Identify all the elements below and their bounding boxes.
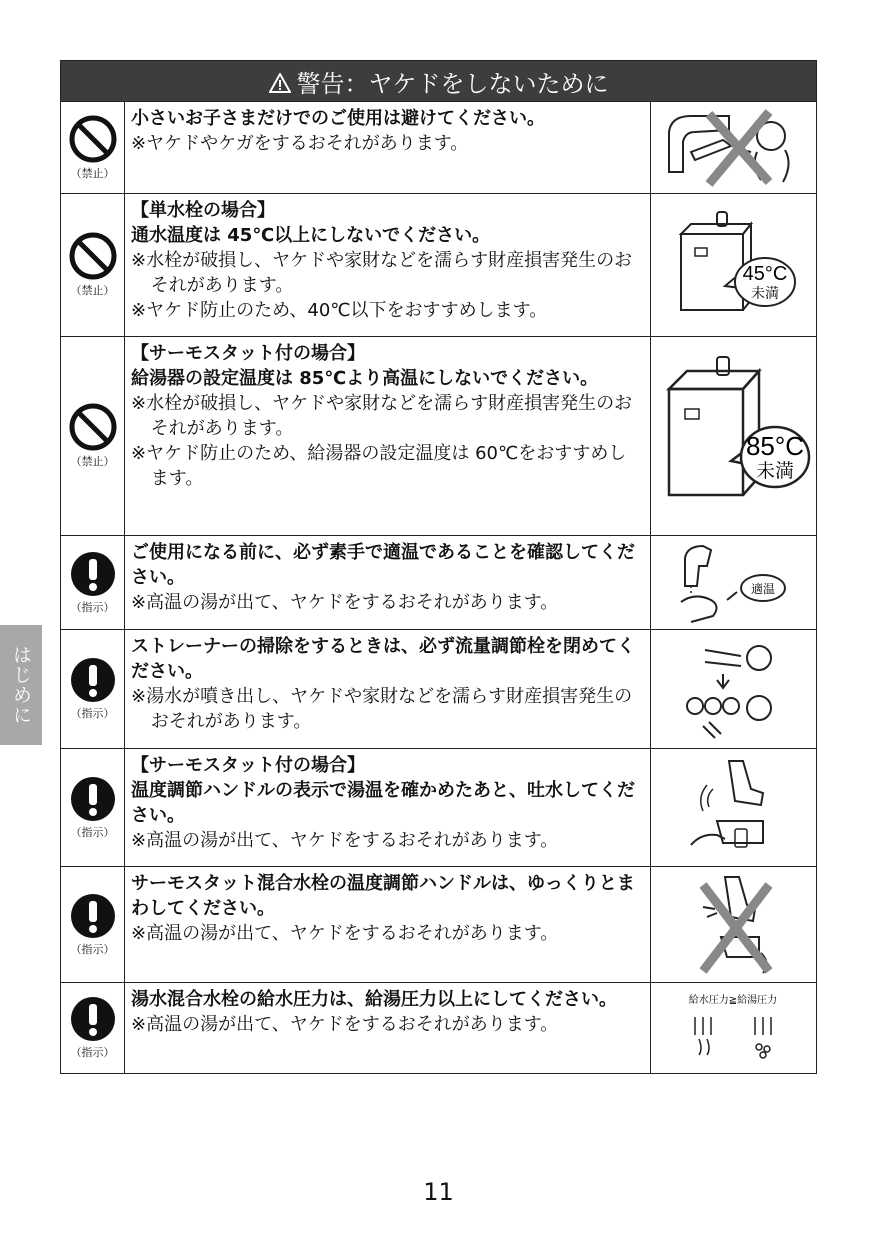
child-faucet-illustration [651, 102, 815, 194]
warning-instruction: 湯水混合水栓の給水圧力は、給湯圧力以上にしてください。 [131, 989, 617, 1010]
warning-row [61, 536, 817, 630]
strainer-cleaning-illustration [651, 630, 815, 749]
warning-row [61, 749, 817, 867]
warning-table [60, 60, 817, 1074]
warning-note: ※ヤケドやケガをするおそれがあります。 [131, 133, 469, 154]
warning-instruction: ご使用になる前に、必ず素手で適温であることを確認してください。 [131, 542, 635, 588]
warning-note: ※水栓が破損し、ヤケドや家財などを濡らす財産損害発生のおそれがあります。 [131, 250, 633, 296]
temp-limit-suffix: 未満 [751, 286, 779, 302]
temp-limit-label: 85°C [745, 431, 805, 461]
temp-limit-suffix: 未満 [755, 460, 795, 482]
warning-row [61, 102, 817, 194]
warning-instruction: 給湯器の設定温度は 85℃より高温にしないでください。 [131, 368, 599, 389]
warning-note: ※高温の湯が出て、ヤケドをするおそれがあります。 [131, 923, 559, 944]
warning-note: ※高温の湯が出て、ヤケドをするおそれがあります。 [131, 830, 559, 851]
water-heater-illustration [651, 194, 815, 337]
exclamation-icon [70, 657, 116, 703]
warning-header [61, 61, 817, 102]
warning-condition: 【単水栓の場合】 [131, 200, 275, 221]
pressure-comparison-illustration [651, 983, 815, 1074]
page-number: 11 [423, 1178, 454, 1206]
warning-instruction: 温度調節ハンドルの表示で湯温を確かめたあと、吐水してください。 [131, 780, 635, 826]
thermostat-handle-illustration [651, 749, 815, 867]
exclamation-icon [70, 551, 116, 597]
instruct-label: （指示） [70, 1046, 115, 1059]
warning-instruction: 通水温度は 45℃以上にしないでください。 [131, 225, 491, 246]
warning-row [61, 194, 817, 337]
pressure-comparison-label: 給水圧力≧給湯圧力 [688, 995, 778, 1006]
warning-title: 警告：ヤケドをしないために [296, 69, 609, 98]
warning-note: ※高温の湯が出て、ヤケドをするおそれがあります。 [131, 592, 559, 613]
warning-instruction: ストレーナーの掃除をするときは、必ず流量調節栓を閉めてください。 [131, 636, 635, 682]
water-heater-illustration [651, 337, 815, 536]
warning-row [61, 630, 817, 749]
instruct-label: （指示） [70, 707, 115, 720]
proper-temp-label: 適温 [750, 582, 776, 596]
warning-condition: 【サーモスタット付の場合】 [131, 755, 365, 776]
temp-limit-label: 45°C [742, 263, 788, 285]
warning-note: ※湯水が噴き出し、ヤケドや家財などを濡らす財産損害発生のおそれがあります。 [131, 686, 633, 732]
prohibit-label: （禁止） [70, 166, 115, 180]
instruct-label: （指示） [70, 942, 115, 956]
prohibit-label: （禁止） [70, 284, 115, 297]
exclamation-icon [70, 776, 116, 822]
section-side-tab: はじめに [0, 625, 42, 745]
warning-instruction: サーモスタット混合水栓の温度調節ハンドルは、ゆっくりとまわしてください。 [131, 873, 635, 919]
prohibit-label: （禁止） [70, 455, 115, 468]
warning-instruction: 小さいお子さまだけでのご使用は避けてください。 [131, 108, 545, 129]
prohibit-icon [69, 232, 117, 280]
quick-turn-prohibited-illustration [651, 867, 815, 983]
warning-condition: 【サーモスタット付の場合】 [131, 343, 365, 364]
prohibit-icon [69, 115, 117, 163]
warning-row [61, 983, 817, 1074]
warning-row [61, 867, 817, 983]
hand-check-temperature-illustration [651, 536, 815, 630]
instruct-label: （指示） [70, 600, 115, 614]
warning-note: ※高温の湯が出て、ヤケドをするおそれがあります。 [131, 1014, 559, 1035]
warning-note: ※水栓が破損し、ヤケドや家財などを濡らす財産損害発生のおそれがあります。 [131, 393, 633, 439]
warning-note: ※ヤケド防止のため、給湯器の設定温度は 60℃をおすすめします。 [131, 443, 627, 489]
instruct-label: （指示） [70, 825, 115, 839]
exclamation-icon [70, 996, 116, 1042]
prohibit-icon [69, 403, 117, 451]
exclamation-icon [70, 893, 116, 939]
warning-note: ※ヤケド防止のため、40℃以下をおすすめします。 [131, 300, 548, 321]
warning-triangle-icon [269, 71, 291, 99]
warning-row [61, 337, 817, 536]
